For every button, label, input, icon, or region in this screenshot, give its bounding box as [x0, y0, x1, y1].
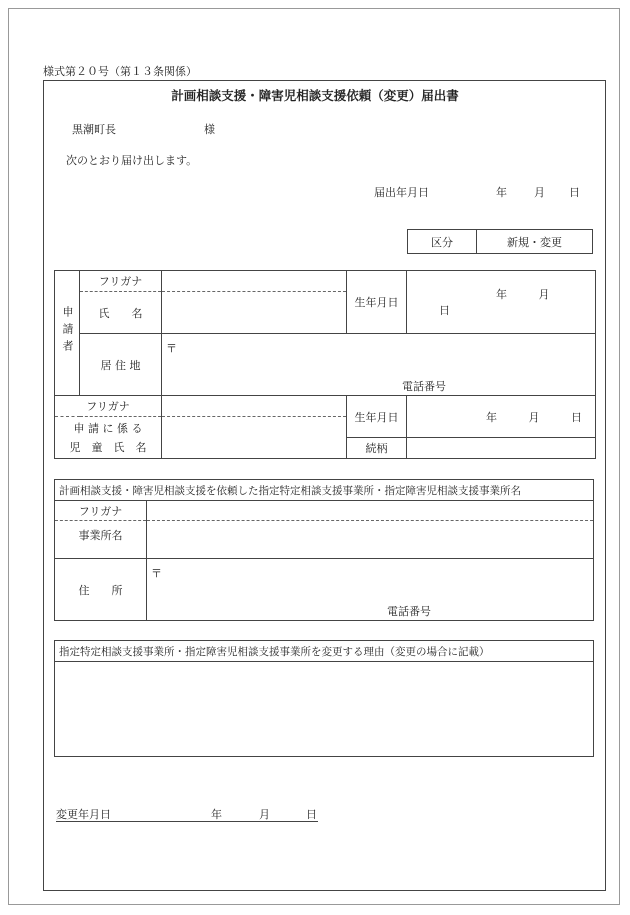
reason-heading: 指定特定相談支援事業所・指定障害児相談支援事業所を変更する理由（変更の場合に記載） [55, 641, 594, 662]
category-label: 区分 [408, 230, 477, 254]
office-name-label: 事業所名 [55, 521, 147, 559]
office-furigana-label: フリガナ [55, 501, 147, 521]
addressee: 黒潮町長 [72, 123, 116, 136]
office-postal-mark: 〒 [151, 567, 162, 580]
office-heading: 計画相談支援・障害児相談支援を依頼した指定特定相談支援事業所・指定障害児相談支援事業所名 [55, 480, 594, 501]
form-number: 様式第２０号（第１３条関係） [43, 65, 197, 78]
change-date-label: 変更年月日 [56, 808, 111, 821]
applicant-address-label: 居 住 地 [80, 334, 162, 396]
submission-month[interactable]: 月 [534, 186, 545, 199]
child-name-label: 申 請 に 係 る 児 童 氏 名 [55, 417, 162, 459]
applicant-name-label: 氏 名 [80, 292, 162, 334]
applicant-birth-label: 生年月日 [347, 271, 407, 334]
applicant-phone-label: 電話番号 [402, 380, 446, 393]
category-box [407, 229, 593, 254]
form-title: 計画相談支援・障害児相談支援依頼（変更）届出書 [171, 88, 459, 103]
child-birth-label: 生年月日 [347, 396, 407, 438]
office-address-label: 住 所 [55, 559, 147, 621]
applicant-furigana-label: フリガナ [80, 271, 162, 292]
child-furigana-field[interactable] [162, 396, 347, 417]
applicant-name-field[interactable] [162, 292, 347, 334]
applicant-postal-mark: 〒 [166, 342, 177, 355]
submission-date-label: 届出年月日 [374, 186, 429, 199]
applicant-address-field[interactable] [162, 334, 596, 396]
intro-text: 次のとおり届け出します。 [66, 154, 198, 167]
applicant-section-label: 申請者 [55, 271, 80, 396]
applicant-birth-field[interactable]: 年 月 日 [407, 271, 596, 334]
applicant-table [54, 270, 596, 459]
office-address-field[interactable] [147, 559, 594, 621]
reason-field[interactable] [55, 662, 594, 757]
child-relation-field[interactable] [407, 438, 596, 459]
reason-table [54, 640, 594, 757]
honorific: 様 [204, 123, 215, 136]
child-furigana-label: フリガナ [55, 396, 162, 417]
category-value[interactable]: 新規・変更 [477, 230, 593, 254]
submission-day[interactable]: 日 [569, 186, 580, 199]
office-phone-label: 電話番号 [387, 605, 431, 618]
office-name-field[interactable] [147, 521, 594, 559]
change-year[interactable]: 年 [211, 808, 222, 821]
child-birth-field[interactable]: 年 月 日 [407, 396, 596, 438]
office-furigana-field[interactable] [147, 501, 594, 521]
applicant-furigana-field[interactable] [162, 271, 347, 292]
change-day[interactable]: 日 [306, 808, 317, 821]
change-month[interactable]: 月 [259, 808, 270, 821]
child-name-field[interactable] [162, 417, 347, 459]
child-relation-label: 続柄 [347, 438, 407, 459]
submission-year[interactable]: 年 [496, 186, 507, 199]
office-table [54, 479, 594, 621]
